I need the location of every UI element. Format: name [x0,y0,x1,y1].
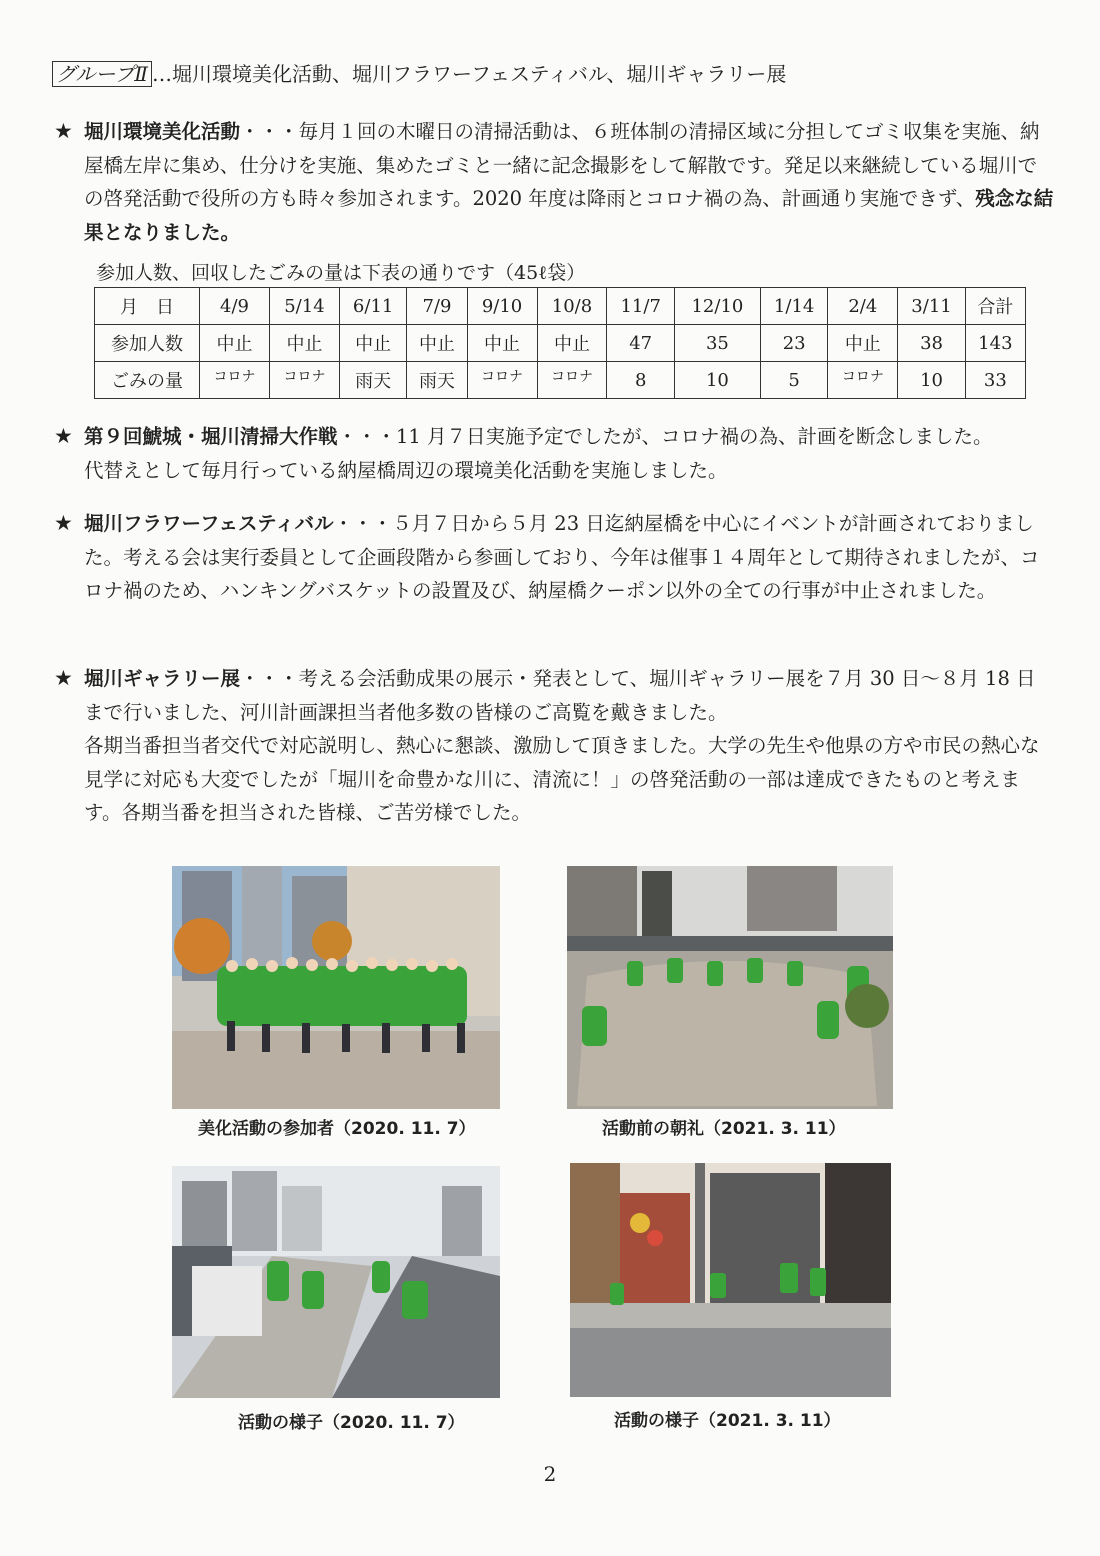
table-caption: 参加人数、回収したごみの量は下表の通りです（45ℓ袋） [96,262,586,284]
table-cell: 中止 [269,325,339,362]
section-text: 各期当番担当者交代で対応説明し、熱心に懇談、激励して頂きました。大学の先生や他県の方や市民の熱心な見学に対応も大変でしたが「堀川を命豊かな川に、清流に！」の啓発活動の一部は達成できたものと考えます。各期当番を担当された皆様、ご苦労様でした。 [84,734,1040,824]
section-heading: 第９回鯱城・堀川清掃大作戦 [84,425,338,448]
table-cell: コロナ [828,362,898,399]
star-icon: ★ [54,119,73,143]
section-flower-festival [54,507,1054,608]
group-label: グループⅡ [52,61,152,87]
section-text: ・・・５月７日から５月 23 日迄納屋橋を中心にイベントが計画されておりました。考える会は実行委員として企画段階から参画しており、今年は催事１４周年として期待されましたが、コロナ禍のため、ハンキングバスケットの設置及び、納屋橋クーポン以外の全ての行事が中止されました。 [84,512,1040,602]
table-cell: 2/4 [828,288,898,325]
table-cell: 中止 [467,325,537,362]
photo-participants [172,866,500,1109]
table-row-label: ごみの量 [95,362,200,399]
section-cleanup [54,115,1054,249]
photo-caption: 美化活動の参加者（2020. 11. 7） [198,1119,476,1139]
section-gallery [54,662,1054,830]
table-cell: コロナ [537,362,607,399]
photo-morning-meeting [567,866,893,1109]
table-cell: 8 [607,362,674,399]
star-icon: ★ [54,666,73,690]
table-cell: 中止 [339,325,406,362]
table-row-garbage [95,362,1026,399]
table-cell: 23 [760,325,827,362]
photo-caption: 活動の様子（2021. 3. 11） [614,1411,841,1431]
section-text: 代替えとして毎月行っている納屋橋周辺の環境美化活動を実施しました。 [84,458,728,482]
table-cell: 中止 [200,325,270,362]
table-cell: 10/8 [537,288,607,325]
group-title: …堀川環境美化活動、堀川フラワーフェスティバル、堀川ギャラリー展 [152,62,787,86]
table-cell: 1/14 [760,288,827,325]
table-cell: 中止 [537,325,607,362]
table-cell: 12/10 [674,288,760,325]
photo-activity-2021 [570,1163,891,1397]
table-cell: 3/11 [898,288,965,325]
star-icon: ★ [54,511,73,535]
table-cell: 9/10 [467,288,537,325]
table-header-row [95,288,1026,325]
group-heading [52,58,786,87]
table-cell: 4/9 [200,288,270,325]
section-text: ・・・考える会活動成果の展示・発表として、堀川ギャラリー展を７月 30 日～８月 18 日まで行いました、河川計画課担当者他多数の皆様のご高覧を戴きました。 [84,667,1036,724]
table-cell: 中止 [828,325,898,362]
table-cell: 合計 [965,288,1025,325]
section-heading: 堀川環境美化活動 [84,120,241,143]
table-cell: 33 [965,362,1025,399]
table-cell: コロナ [467,362,537,399]
photo-caption: 活動前の朝礼（2021. 3. 11） [602,1119,846,1139]
section-text: ・・・11 月７日実施予定でしたが、コロナ禍の為、計画を断念しました。 [337,425,993,448]
table-cell: 143 [965,325,1025,362]
section-heading: 堀川ギャラリー展 [84,667,241,690]
table-cell: 11/7 [607,288,674,325]
section-cleanup-campaign [54,420,1054,487]
table-cell: 5/14 [269,288,339,325]
section-text-bold: 残念な結果となりました。 [84,187,1054,244]
section-text: ・・・毎月１回の木曜日の清掃活動は、６班体制の清掃区域に分担してゴミ収集を実施、納屋橋左岸に集め、仕分けを実施、集めたゴミと一緒に記念撮影をして解散です。発足以来継続している堀川での啓発活動で役所の方も時々参加されます。2020 年度は降雨とコロナ禍の為、計画通り実施できず、 [84,120,1040,210]
table-cell: 中止 [407,325,467,362]
section-heading: 堀川フラワーフェスティバル [84,512,334,535]
page-number: 2 [543,1462,557,1486]
table-cell: 38 [898,325,965,362]
table-cell: 雨天 [339,362,406,399]
table-row-participants [95,325,1026,362]
table-cell: 7/9 [407,288,467,325]
table-cell: コロナ [269,362,339,399]
table-cell: 47 [607,325,674,362]
table-cell: コロナ [200,362,270,399]
table-row-label: 参加人数 [95,325,200,362]
table-cell: 35 [674,325,760,362]
participation-table [94,287,1026,399]
table-cell: 雨天 [407,362,467,399]
table-cell: 5 [760,362,827,399]
table-cell: 10 [898,362,965,399]
table-cell: 6/11 [339,288,406,325]
photo-activity-2020 [172,1166,500,1398]
table-cell: 10 [674,362,760,399]
table-cell: 月 日 [95,288,200,325]
star-icon: ★ [54,424,73,448]
photo-caption: 活動の様子（2020. 11. 7） [238,1413,465,1433]
